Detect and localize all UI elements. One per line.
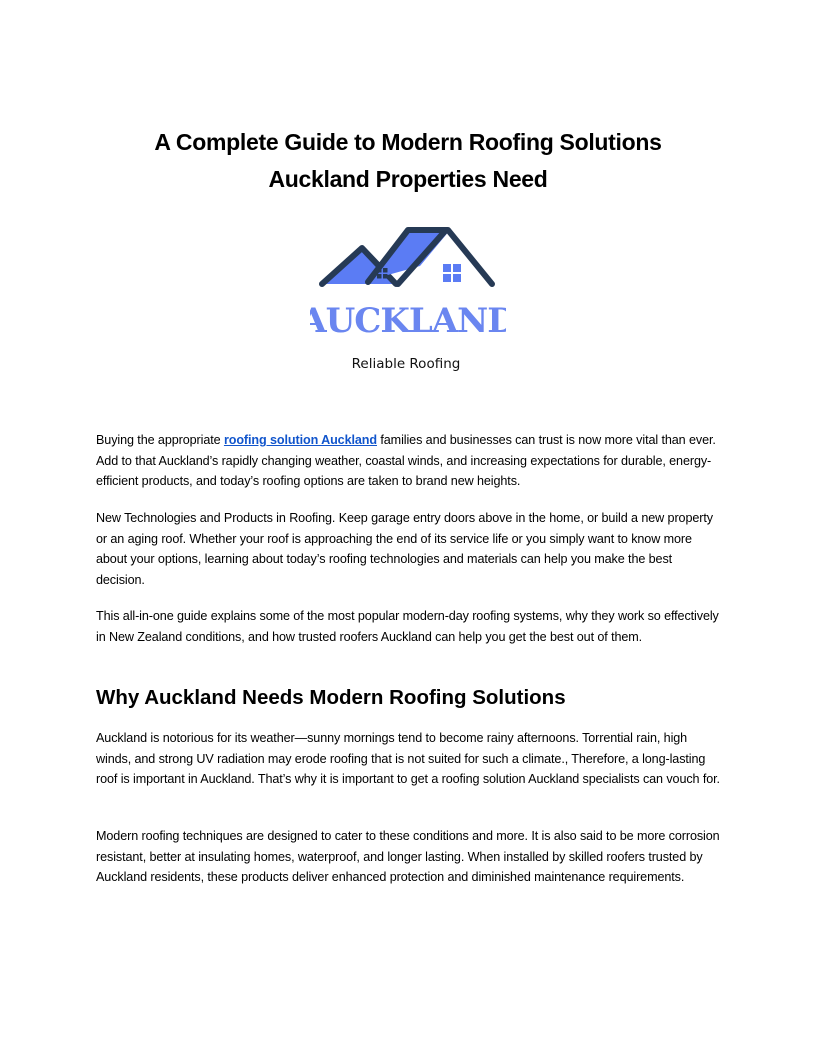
roofing-solution-link[interactable]: roofing solution Auckland [223, 433, 377, 447]
page-title [96, 124, 720, 198]
paragraph-weather: Auckland is notorious for its weather—sunny mornings tend to become rainy afternoons. Torrential rain, high winds, and strong UV radiation may erode roofing that is not suited for such a climate., Therefore, a long-lasting roof is important in Auckland. That’s why it is important to get a roofing solution Auckland specialists can vouch for. [96, 731, 720, 787]
logo-brand-text: Auckland [310, 301, 506, 341]
intro-paragraph: Buying the appropriate roofing solution Auckland families and businesses can trust is now more vital than ever. Add to that Auckland’s rapidly changing weather, coastal winds, and increasing expectations for durable, energy-efficient products, and today’s roofing options are taken to brand new heights. [96, 433, 716, 489]
window-icon [443, 264, 461, 282]
roof-logo-graphic [310, 222, 506, 378]
paragraph-guide: This all-in-one guide explains some of the most popular modern-day roofing systems, why they work so effectively in New Zealand conditions, and how trusted roofers Auckland can help you get the best out of them. [96, 609, 719, 644]
section-heading: Why Auckland Needs Modern Roofing Solutions [96, 686, 566, 709]
title-line-2: Auckland Properties Need [268, 166, 548, 192]
company-logo [310, 222, 506, 378]
paragraph-technologies: New Technologies and Products in Roofing. Keep garage entry doors above in the home, or build a new property or an aging roof. Whether your roof is approaching the end of its service life or you simply want to know more about your options, learning about today’s roofing technologies and materials can help you make the best decision. [96, 511, 713, 587]
logo-tagline: Reliable Roofing [351, 356, 461, 372]
title-line-1: A Complete Guide to Modern Roofing Solutions [154, 129, 662, 155]
paragraph-modern-techniques: Modern roofing techniques are designed to cater to these conditions and more. It is also said to be more corrosion resistant, better at insulating homes, waterproof, and longer lasting. When installed by skilled roofers trusted by Auckland residents, these products deliver enhanced protection and diminished maintenance requirements. [96, 829, 720, 885]
